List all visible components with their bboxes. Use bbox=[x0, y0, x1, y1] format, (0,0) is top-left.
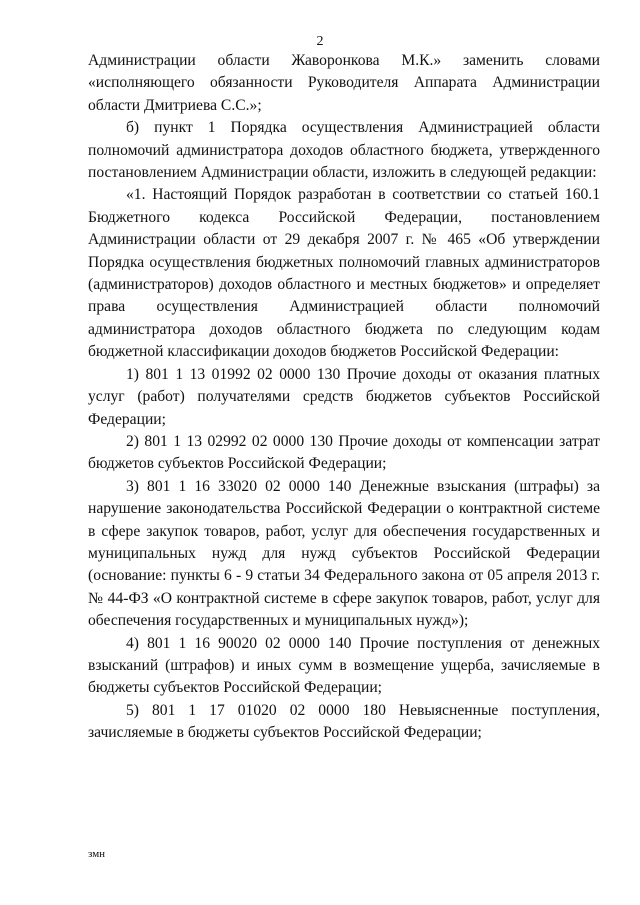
list-item-code-2: 2) 801 1 13 02992 02 0000 130 Прочие доходы от компенсации затрат бюджетов субъектов Российской Федерации; bbox=[88, 432, 600, 473]
list-item-code-3: 3) 801 1 16 33020 02 0000 140 Денежные взыскания (штрафы) за нарушение законодательства Российской Федерации о контрактной системе в сфере закупок товаров, работ, услуг для обеспечения государственных и муниципальных нужд для нужд субъектов Российской Федерации (основание: пункты 6 - 9 статьи 34 Федерального закона от 05 апреля 2013 г. № 44-ФЗ «О контрактной системе в сфере закупок товаров, работ, услуг для обеспечения государственных и муниципальных нужд»); bbox=[88, 477, 600, 630]
list-item-code-5: 5) 801 1 17 01020 02 0000 180 Невыясненные поступления, зачисляемые в бюджеты субъектов Российской Федерации; bbox=[88, 701, 600, 742]
paragraph-clause-1: «1. Настоящий Порядок разработан в соответствии со статьей 160.1 Бюджетного кодекса Российской Федерации, постановлением Администрации области от 29 декабря 2007 г. № 465 «Об утверждении Порядка осуществления бюджетных полномочий главных администраторов (администраторов) доходов областного и местных бюджетов» и определяет права осуществления Администрацией области полномочий администратора доходов областного бюджета по следующим кодам бюджетной классификации доходов бюджетов Российской Федерации: bbox=[88, 186, 600, 361]
page-number: 2 bbox=[316, 34, 324, 49]
list-item-code-4: 4) 801 1 16 90020 02 0000 140 Прочие поступления от денежных взысканий (штрафов) и иных сумм в возмещение ущерба, зачисляемые в бюджеты субъектов Российской Федерации; bbox=[88, 634, 600, 697]
paragraph-item-b: б) пункт 1 Порядка осуществления Администрацией области полномочий администратора доходов областного бюджета, утвержденного постановлением Администрации области, изложить в следующей редакции: bbox=[88, 119, 600, 182]
paragraph-continuation: Администрации области Жаворонкова М.К.» заменить словами «исполняющего обязанности Руководителя Аппарата Администрации области Дмитриева С.С.»; bbox=[88, 52, 600, 114]
list-item-code-1: 1) 801 1 13 01992 02 0000 130 Прочие доходы от оказания платных услуг (работ) получателями средств бюджетов субъектов Российской Федерации; bbox=[88, 365, 600, 428]
footer-initials: змн bbox=[88, 848, 106, 860]
document-body bbox=[88, 50, 600, 745]
